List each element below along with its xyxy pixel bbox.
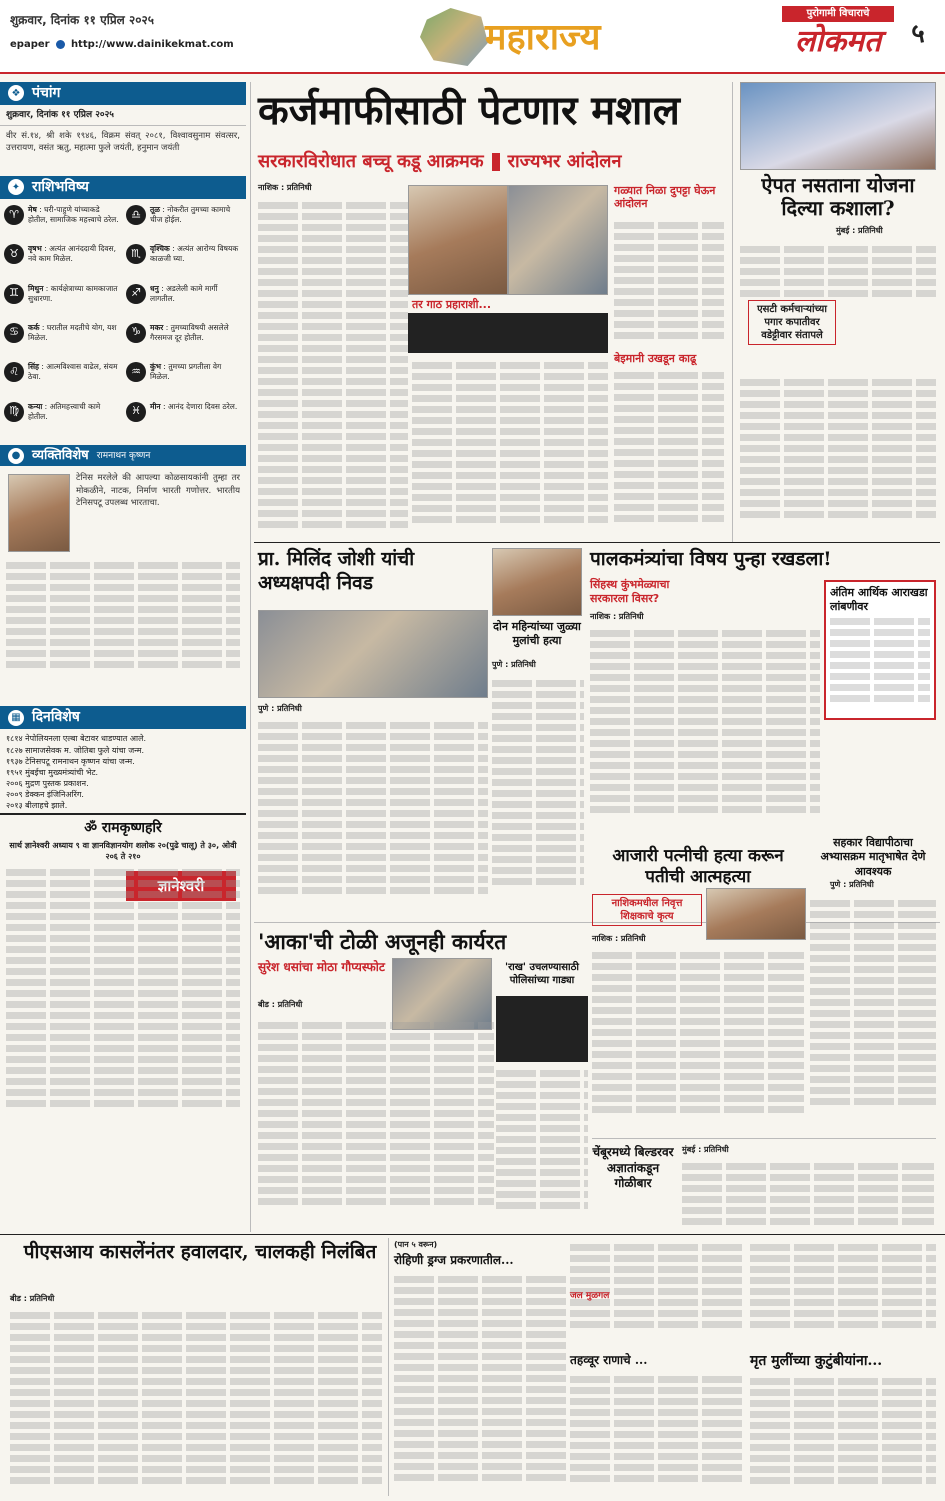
lead-photo-left	[408, 185, 508, 295]
cancer-icon: ♋	[4, 323, 24, 343]
rashi-name: कुंभ	[150, 362, 162, 372]
dinvishesh-title: दिनविशेष	[32, 709, 80, 726]
lead-col-2	[412, 358, 608, 538]
top-right-text2	[740, 375, 936, 540]
panchang-title: पंचांग	[32, 85, 61, 101]
dinvishesh-item: २००६ मुद्रण पुस्तक प्रकाशन.	[6, 779, 89, 789]
lead-byline: नाशिक : प्रतिनिधी	[258, 183, 312, 192]
vyakti-body	[0, 466, 246, 706]
dnyaneshwari-logo: ज्ञानेश्वरी	[126, 871, 236, 901]
rashi-grid	[0, 199, 246, 445]
dinvishesh-item: १९५१ मुंबईचा मुख्यमंत्र्यांची भेट.	[6, 767, 99, 777]
vyakti-filler	[6, 562, 240, 668]
pisces-icon: ♓	[126, 402, 146, 422]
psi-headline: पीएसआय कासलेंनंतर हवालदार, चालकही निलंबित	[23, 1241, 377, 1263]
lead-subtitle: सरकारविरोधात बच्चू कडू आक्रमक	[258, 151, 484, 172]
rashi-name: कर्क	[28, 322, 40, 332]
section-title: महाराज्य	[485, 17, 601, 58]
top-right-subhead: एसटी कर्मचाऱ्यांच्या पगार कपातीवर वडेट्टीवार संतापले	[748, 300, 836, 345]
twins-byline: पुणे : प्रतिनिधी	[492, 660, 536, 669]
palak-box	[824, 580, 936, 720]
rashi-text: घरातील मदतीचे योग, यश मिळेल.	[28, 322, 117, 343]
aaka-text	[258, 1018, 494, 1232]
rashi-text: अडलेली कामे मार्गी लागतील.	[150, 283, 218, 303]
joshi-byline: पुणे : प्रतिनिधी	[258, 704, 302, 713]
rashi-text: अतिमहत्त्वाची कामे होतील.	[28, 401, 101, 421]
ramkrishna-box	[0, 813, 246, 1113]
rashi-title: राशिभविष्य	[32, 179, 89, 196]
aquarius-icon: ♒	[126, 362, 146, 382]
rashi-text: आनंद देणारा दिवस ठरेल.	[167, 401, 238, 411]
rakh-box	[496, 996, 588, 1062]
aajari-headline: आजारी पत्नीची हत्या करून पतीची आत्महत्या	[612, 846, 784, 888]
rohini-text	[394, 1272, 566, 1494]
panchang-icon: ❖	[8, 85, 24, 101]
rashi-item: ♓ मीन : आनंद देणारा दिवस ठरेल.	[126, 402, 242, 436]
dinvishesh-list	[0, 729, 246, 811]
rashi-item: ♌ सिंह : आत्मविश्वास वाढेल, संयम ठेवा.	[4, 362, 120, 396]
top-right-byline: मुंबई : प्रतिनिधी	[836, 226, 883, 235]
panchang-text: वीर सं.१४, श्री शके १९४६, विक्रम संवत् २०८१, विश्वावसुनाम संवत्सर, उत्तरायण, वसंत ऋतु, महात्मा फुले जयंती, हनुमान जयंती	[6, 131, 240, 154]
sahakar-text	[810, 896, 936, 1132]
globe-icon	[56, 40, 65, 49]
rashi-name: सिंह	[28, 362, 39, 372]
aajari-text	[592, 948, 804, 1132]
vyakti-text: टेनिस मरलेले की आपल्या कोळसायकांनी तुम्हा तर मोकळीने, नाटक, निर्माण भारती गणोत्तर. भारतीय टेनिसपटू उपलब्ध भारताचा.	[76, 473, 240, 509]
rashi-item: ♑ मकर : तुमच्याविषयी असलेले गैरसमज दूर होतील.	[126, 323, 242, 357]
ramkrishna-title: ॐ रामकृष्णहरि	[84, 820, 162, 837]
col-divider-right	[732, 82, 733, 542]
top-right-text	[740, 242, 936, 300]
left-sidebar	[0, 82, 246, 1311]
scorpio-icon: ♏	[126, 244, 146, 264]
rashi-name: मिथुन	[28, 283, 44, 293]
person-icon: ●	[8, 448, 24, 464]
sahakar-byline: पुणे : प्रतिनिधी	[830, 880, 874, 889]
rana-sub: जल मुळगल	[570, 1291, 610, 1301]
psi-divider	[388, 1238, 389, 1496]
rashi-name: कन्या	[28, 401, 43, 411]
subtitle-separator	[492, 153, 500, 171]
rashi-item: ♈ मेष : घरी-पाहुणे यांच्याकडे होतील, सामाजिक महत्त्वाचे ठरेल.	[4, 205, 120, 239]
rashi-item: ♒ कुंभ : तुमच्या प्रगतीला वेग मिळेल.	[126, 362, 242, 396]
twins-photo	[492, 548, 582, 616]
rashi-item: ♏ वृश्चिक : अत्यंत आरोग्य विषयक काळजी घ्या.	[126, 244, 242, 278]
dinvishesh-item: १८२७ सामाजसेवक म. जोतिबा फुले यांचा जन्म.	[6, 745, 145, 755]
aaka-subhead: सुरेश धसांचा मोठा गौप्यस्फोट	[258, 960, 385, 974]
panchang-header	[0, 82, 246, 105]
lead-sidebar-head: गळ्यात निळा दुपट्टा घेऊन आंदोलन	[614, 184, 716, 211]
lead-photo-caption: तर गाठ प्रहाराशी...	[412, 298, 492, 311]
rashi-header	[0, 176, 246, 199]
aajari-subhead: नाशिकमधील निवृत्त शिक्षकाचे कृत्य	[592, 894, 702, 926]
sidebar-divider	[250, 82, 251, 1232]
vyakti-title: व्यक्तिविशेष	[32, 447, 89, 463]
rashi-item: ♉ वृषभ : अत्यंत आनंददायी दिवस, नवे काम मिळेल.	[4, 244, 120, 278]
rashi-text: अत्यंत आनंददायी दिवस, नवे काम मिळेल.	[28, 244, 116, 264]
joshi-photo	[258, 610, 488, 698]
chembur-byline: मुंबई : प्रतिनिधी	[682, 1145, 729, 1154]
capricorn-icon: ♑	[126, 323, 146, 343]
rashi-item: ♍ कन्या : अतिमहत्त्वाची कामे होतील.	[4, 402, 120, 436]
rana-text	[570, 1372, 746, 1494]
lead-sidebar-text2	[614, 368, 724, 536]
chembur-headline: चेंबूरमध्ये बिल्डरवर अज्ञातांकडून गोळीबार	[592, 1145, 674, 1191]
twins-text	[492, 676, 584, 916]
twins-headline: दोन महिन्यांच्या जुळ्या मुलांची हत्या	[493, 620, 581, 647]
brand-logo: लोकमत	[794, 24, 882, 59]
palak-text	[590, 626, 820, 838]
aries-icon: ♈	[4, 205, 24, 225]
dinvishesh-item: १९३७ टेनिसपटू रामनाथन कृष्णन यांचा जन्म.	[6, 756, 135, 766]
rohini-continued: (पान ५ वरून)	[394, 1240, 438, 1249]
rashi-name: मकर	[150, 322, 164, 332]
rashi-text: अत्यंत आरोग्य विषयक काळजी घ्या.	[150, 244, 239, 264]
sagittarius-icon: ♐	[126, 284, 146, 304]
rohini-headline: रोहिणी ड्रग्ज प्रकरणातील...	[394, 1253, 514, 1267]
joshi-headline: प्रा. मिलिंद जोशी यांची अध्यक्षपदी निवड	[258, 548, 415, 594]
section-map-graphic	[420, 8, 488, 66]
rashi-item: ♎ तूळ : नोकरीत तुमच्या कामाचे चीज होईल.	[126, 205, 242, 239]
rashi-name: मीन	[150, 401, 161, 411]
rashi-text: आत्मविश्वास वाढेल, संयम ठेवा.	[28, 362, 118, 382]
taurus-icon: ♉	[4, 244, 24, 264]
divider-row-1	[254, 542, 940, 543]
chembur-box	[592, 1138, 936, 1232]
zodiac-wheel-icon: ✦	[8, 179, 24, 195]
aaka-headline: 'आका'ची टोळी अजूनही कार्यरत	[258, 929, 507, 954]
rashi-name: वृश्चिक	[150, 244, 170, 254]
dinvishesh-header	[0, 706, 246, 729]
gemini-icon: ♊	[4, 284, 24, 304]
rashi-text: घरी-पाहुणे यांच्याकडे होतील, सामाजिक महत्त्वाचे ठरेल.	[28, 204, 119, 225]
divider-row-3	[0, 1234, 945, 1235]
rashi-item: ♐ धनु : अडलेली कामे मार्गी लागतील.	[126, 284, 242, 318]
masthead	[0, 0, 945, 74]
lead-subtitle-bar	[258, 150, 728, 174]
rashi-text: तुमच्या प्रगतीला वेग मिळेल.	[150, 362, 222, 382]
epaper-line[interactable]	[10, 38, 234, 52]
rashi-name: धनु	[150, 283, 159, 293]
leo-icon: ♌	[4, 362, 24, 382]
palak-subhead: सिंहस्थ कुंभमेळ्याचा सरकारला विसर?	[590, 578, 670, 606]
lead-photo-right	[508, 185, 608, 295]
mrut-text-top	[750, 1240, 936, 1340]
palak-byline: नाशिक : प्रतिनिधी	[590, 612, 644, 621]
virgo-icon: ♍	[4, 402, 24, 422]
mrut-text	[750, 1374, 936, 1494]
psi-text	[10, 1308, 382, 1494]
aaka-byline: बीड : प्रतिनिधी	[258, 1000, 303, 1009]
top-right-photo	[740, 82, 936, 170]
vyakti-header	[0, 445, 246, 467]
aajari-photo	[706, 888, 806, 940]
top-right-headline: ऐपत नसताना योजना दिल्या कशाला?	[761, 173, 915, 220]
palak-headline: पालकमंत्र्यांचा विषय पुन्हा रखडला!	[590, 548, 832, 570]
vyakti-name: रामनाथन कृष्णन	[96, 450, 151, 461]
page-number: ५	[911, 19, 925, 50]
mrut-headline: मृत मुलींच्या कुटुंबीयांना...	[750, 1353, 883, 1369]
rashi-text: तुमच्याविषयी असलेले गैरसमज दूर होतील.	[150, 322, 229, 343]
calendar-icon: ▦	[8, 710, 24, 726]
rana-headline: तहव्वूर राणाचे ...	[570, 1353, 648, 1367]
rakh-text	[496, 1066, 588, 1232]
panchang-date: शुक्रवार, दिनांक ११ एप्रिल २०२५	[0, 105, 246, 126]
sahakar-headline: सहकार विद्यापीठाचा अभ्यासक्रम मातृभाषेत देणे आवश्यक	[820, 836, 926, 878]
tagline: पुरोगामी विचाराचे	[782, 6, 894, 22]
epaper-url[interactable]: http://www.dainikekmat.com	[70, 39, 234, 50]
aajari-byline: नाशिक : प्रतिनिधी	[592, 934, 646, 943]
ramkrishna-text: सार्थ ज्ञानेश्वरी अध्याय ९ वा ज्ञानविज्ञानयोग शलोक २०(पुढे चालू) ते ३०, ओवी २०६ ते २१०	[9, 841, 237, 862]
rashi-name: तूळ	[150, 204, 160, 214]
dinvishesh-item: २००९ डेक्कन इंजिनिअरिंग.	[6, 790, 84, 800]
dinvishesh-item: १८१४ नेपोलियनला एल्बा बेटावर धाडण्यात आले.	[6, 734, 147, 744]
chembur-text	[682, 1159, 934, 1229]
rashi-item: ♋ कर्क : घरातील मदतीचे योग, यश मिळेल.	[4, 323, 120, 357]
lead-col-1	[258, 198, 408, 538]
rakh-headline: 'राख' उचलण्यासाठी पोलिसांच्या गाड्या	[505, 962, 579, 986]
psi-byline: बीड : प्रतिनिधी	[10, 1294, 55, 1303]
header-date: शुक्रवार, दिनांक ११ एप्रिल २०२५	[10, 13, 154, 27]
rashi-text: नोकरीत तुमच्या कामाचे चीज होईल.	[150, 204, 231, 225]
rashi-item: ♊ मिथुन : कार्यक्षेत्राच्या कामकाजात सुधारणा.	[4, 284, 120, 318]
rashi-text: कार्यक्षेत्राच्या कामकाजात सुधारणा.	[28, 283, 118, 303]
dinvishesh-item: २०१३ बीलाहचे झाले.	[6, 801, 68, 811]
lead-subtitle2: राज्यभर आंदोलन	[507, 151, 622, 172]
rashi-name: वृषभ	[28, 244, 42, 254]
lead-caption-box	[408, 313, 608, 353]
rashi-name: मेष	[28, 204, 37, 214]
palak-box-title: अंतिम आर्थिक आराखडा लांबणीवर	[830, 586, 928, 613]
epaper-label: epaper	[10, 39, 50, 50]
lead-headline: कर्जमाफीसाठी पेटणार मशाल	[258, 87, 680, 134]
joshi-text	[258, 718, 488, 918]
libra-icon: ♎	[126, 205, 146, 225]
lead-sidebar-head2: बेइमानी उखडून काढू	[614, 352, 697, 365]
lead-sidebar-text	[614, 218, 724, 350]
ramkrishna-filler	[6, 869, 240, 1107]
vyakti-photo	[8, 474, 70, 552]
